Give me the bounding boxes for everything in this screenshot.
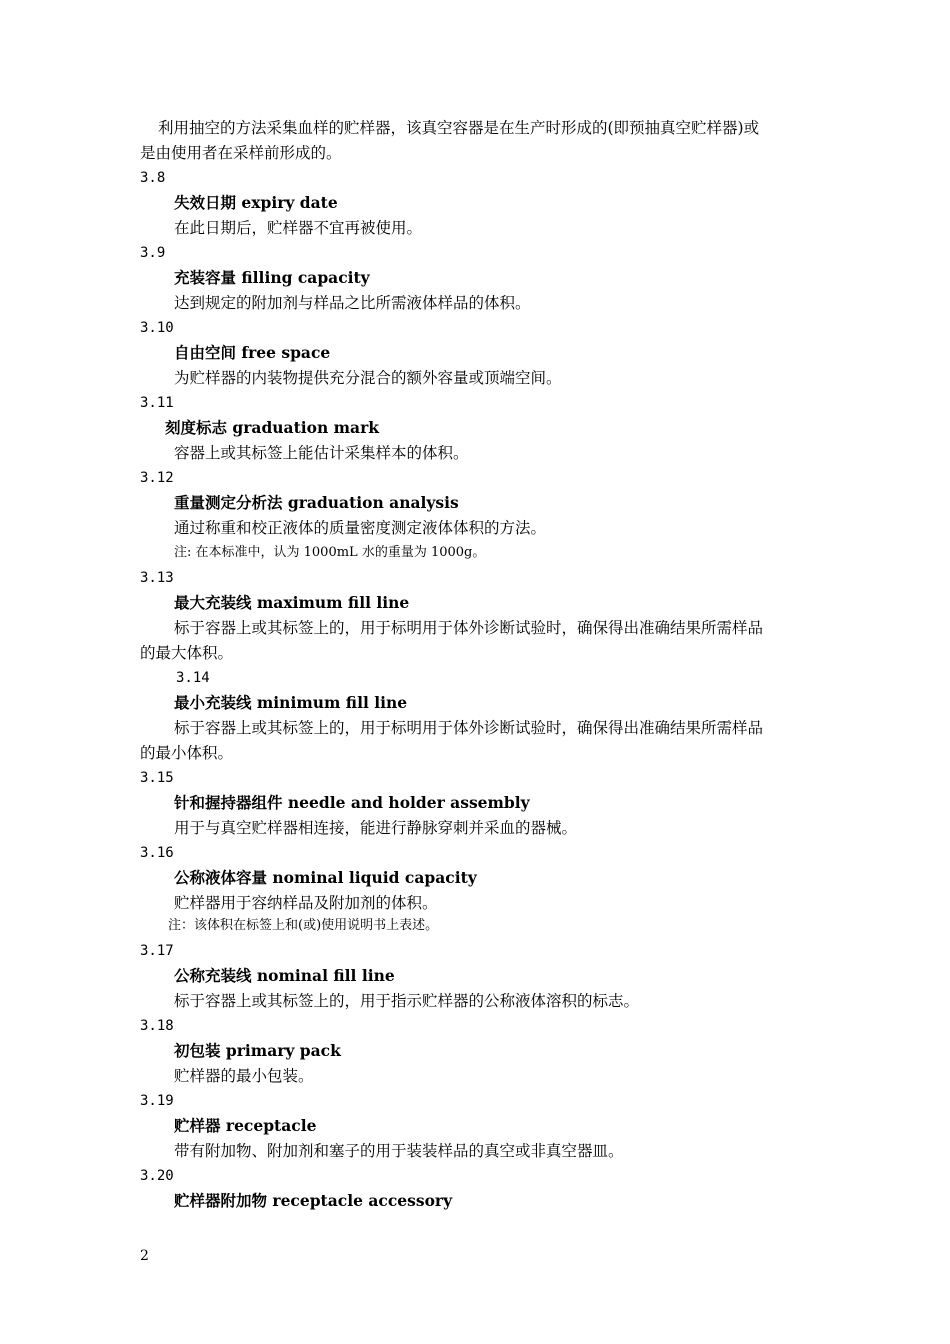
- term-heading: 失效日期 expiry date: [174, 193, 338, 212]
- definition-text: 贮样器的最小包装。: [174, 1067, 314, 1085]
- term-heading: 贮样器 receptacle: [174, 1116, 317, 1135]
- term-heading: 自由空间 free space: [174, 343, 331, 362]
- definition-text: 为贮样器的内装物提供充分混合的额外容量或顶端空间。: [174, 369, 562, 387]
- definition-text: 达到规定的附加剂与样品之比所需液体样品的体积。: [174, 294, 531, 312]
- section-number: 3.9: [140, 245, 166, 261]
- term-heading: 重量测定分析法 graduation analysis: [174, 493, 459, 512]
- section-number: 3.13: [140, 570, 174, 586]
- section-number: 3.17: [140, 943, 174, 959]
- definition-text: 容器上或其标签上能估计采集样本的体积。: [174, 444, 469, 462]
- term-heading: 最小充装线 minimum fill line: [174, 693, 408, 712]
- section-number: 3.8: [140, 170, 166, 186]
- note-text: 注: 在本标准中，认为 1000mL 水的重量为 1000g。: [174, 545, 486, 560]
- term-heading: 充装容量 filling capacity: [174, 268, 370, 287]
- section-number: 3.20: [140, 1168, 174, 1184]
- section-number: 3.10: [140, 320, 174, 336]
- definition-text: 用于与真空贮样器相连接，能进行静脉穿刺并采血的器械。: [174, 819, 578, 837]
- section-number: 3.12: [140, 470, 174, 486]
- intro-line-1: 利用抽空的方法采集血样的贮样器，该真空容器是在生产时形成的(即预抽真空贮样器)或: [158, 119, 760, 137]
- section-number: 3.15: [140, 770, 174, 786]
- term-heading: 初包装 primary pack: [174, 1041, 341, 1060]
- definition-text: 贮样器用于容纳样品及附加剂的体积。: [174, 894, 438, 912]
- definition-text: 标于容器上或其标签上的，用于标明用于体外诊断试验时，确保得出准确结果所需样品: [174, 619, 764, 637]
- term-heading: 刻度标志 graduation mark: [165, 418, 379, 437]
- term-heading: 公称充装线 nominal fill line: [174, 966, 395, 985]
- page-number: 2: [140, 1248, 149, 1264]
- definition-text: 带有附加物、附加剂和塞子的用于装装样品的真空或非真空器皿。: [174, 1142, 624, 1160]
- intro-line-2: 是由使用者在采样前形成的。: [140, 144, 342, 162]
- definition-text: 标于容器上或其标签上的，用于标明用于体外诊断试验时，确保得出准确结果所需样品: [174, 719, 764, 737]
- term-heading: 最大充装线 maximum fill line: [174, 593, 410, 612]
- definition-text: 标于容器上或其标签上的，用于指示贮样器的公称液体溶积的标志。: [174, 992, 640, 1010]
- section-number: 3.11: [140, 395, 174, 411]
- note-text: 注：该体积在标签上和(或)使用说明书上表述。: [168, 918, 439, 933]
- term-heading: 针和握持器组件 needle and holder assembly: [174, 793, 530, 812]
- section-number: 3.18: [140, 1018, 174, 1034]
- section-number: 3.16: [140, 845, 174, 861]
- section-number: 3.14: [176, 670, 210, 686]
- term-heading: 公称液体容量 nominal liquid capacity: [174, 868, 477, 887]
- definition-text: 的最大体积。: [140, 644, 234, 662]
- definition-text: 通过称重和校正液体的质量密度测定液体体积的方法。: [174, 519, 547, 537]
- definition-text: 在此日期后，贮样器不宜再被使用。: [174, 219, 423, 237]
- definition-text: 的最小体积。: [140, 744, 234, 762]
- term-heading: 贮样器附加物 receptacle accessory: [174, 1191, 453, 1210]
- section-number: 3.19: [140, 1093, 174, 1109]
